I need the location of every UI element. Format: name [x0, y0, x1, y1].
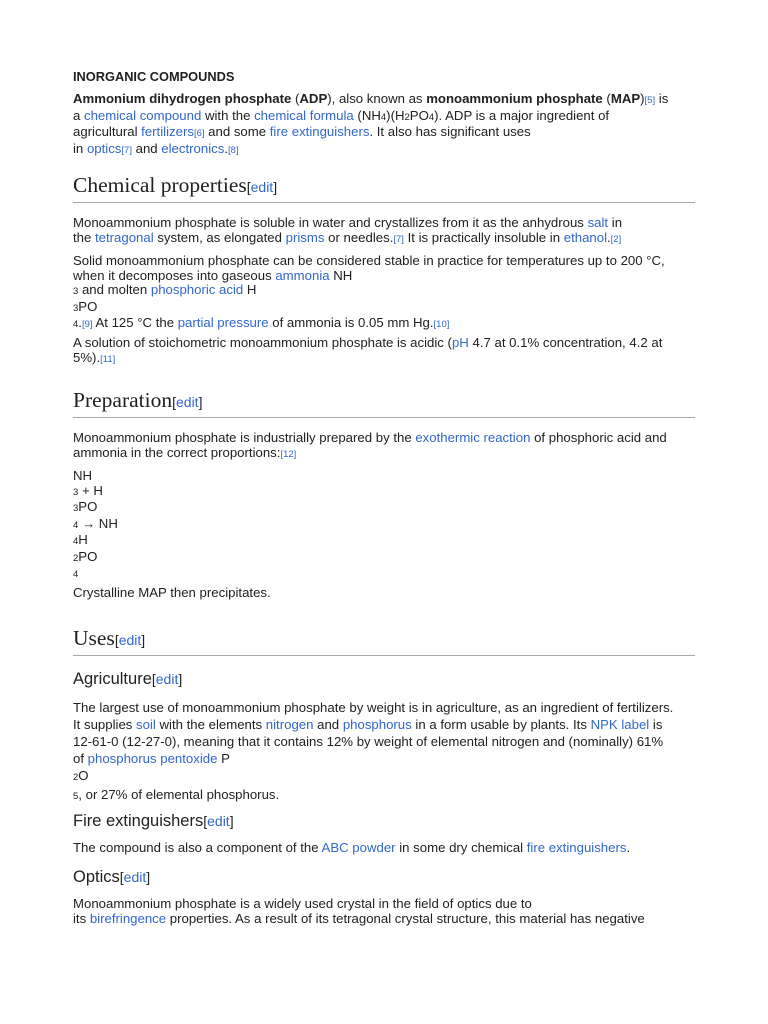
subscript: 4 — [73, 319, 79, 330]
edit-link[interactable]: edit — [118, 632, 142, 648]
ref-link[interactable]: [8] — [228, 144, 239, 156]
link-prisms[interactable]: prisms — [285, 229, 325, 245]
subscript: 4 — [73, 536, 79, 547]
link-ethanol[interactable]: ethanol — [563, 229, 607, 245]
chem-paragraph-1 — [73, 216, 695, 247]
heading-text: Fire extinguishers — [73, 812, 204, 830]
text: Monoammonium phosphate is soluble in water and crystallizes from it as the anhydrous — [73, 215, 588, 230]
heading-text: Agriculture — [73, 670, 152, 688]
chem-p2-line-5 — [73, 316, 695, 333]
subscript: 3 — [73, 486, 79, 498]
ref-link[interactable]: [11] — [100, 353, 116, 365]
text: 4.7 at 0.1% concentration, 4.2 at — [468, 335, 663, 350]
prep-paragraph-2 — [73, 586, 695, 601]
text: 12-61-0 (12-27-0), meaning that it contains 12% by weight of elemental nitrogen and (nominally) 61% — [73, 734, 664, 749]
subscript: 2 — [73, 772, 79, 783]
subscript: 4 — [380, 111, 387, 123]
text: ( — [291, 91, 300, 106]
text: The compound is also a component of the — [73, 840, 322, 855]
text: PO — [78, 298, 98, 314]
prep-paragraph-1 — [73, 431, 695, 462]
heading-text: Optics — [73, 868, 120, 886]
edit-bracket: [edit] — [151, 671, 183, 687]
eq-line-1 — [73, 469, 695, 484]
text: in some dry chemical — [395, 840, 527, 855]
heading-preparation — [73, 388, 695, 418]
text: → NH — [78, 515, 118, 531]
text: ammonia in the correct proportions: — [73, 444, 281, 460]
eq-line-3 — [73, 500, 695, 517]
heading-uses — [73, 626, 695, 656]
link-fire-extinguishers[interactable]: fire extinguishers — [526, 840, 627, 855]
subscript: 3 — [73, 503, 79, 514]
link-optics[interactable]: optics — [86, 140, 122, 156]
text: The largest use of monoammonium phosphate by weight is in agriculture, as an ingredient of fertilizers. — [73, 700, 674, 715]
ref-link[interactable]: [7] — [121, 144, 132, 156]
bold-term: ADP — [299, 91, 328, 106]
edit-link[interactable]: edit — [155, 671, 179, 687]
ref-link[interactable]: [9] — [81, 319, 93, 330]
edit-bracket: [edit] — [119, 869, 151, 885]
agri-line-2 — [73, 716, 695, 733]
link-salt[interactable]: salt — [587, 215, 609, 230]
link-tetragonal[interactable]: tetragonal — [95, 229, 154, 245]
link-ammonia[interactable]: ammonia — [275, 267, 330, 283]
ref-link[interactable]: [12] — [280, 448, 297, 460]
link-phosphorus[interactable]: phosphorus — [342, 717, 412, 732]
ref-link[interactable]: [10] — [433, 319, 450, 330]
heading-fire-extinguishers — [73, 811, 234, 831]
link-soil[interactable]: soil — [136, 717, 156, 732]
text: . — [78, 315, 82, 330]
text: Monoammonium phosphate is a widely used crystal in the field of optics due to — [73, 896, 532, 911]
subscript: 4 — [73, 519, 79, 531]
prep-p1-line-2 — [73, 446, 695, 463]
eq-line-6 — [73, 550, 695, 567]
link-electronics[interactable]: electronics — [161, 140, 225, 156]
subscript: 2 — [404, 111, 410, 123]
chem-p2-line-4 — [73, 300, 695, 317]
bold-term: monoammonium phosphate — [426, 91, 603, 106]
text: + H — [78, 482, 103, 498]
heading-text: Preparation — [73, 388, 173, 412]
link-npk-label[interactable]: NPK label — [590, 717, 650, 732]
text: NH — [73, 468, 93, 483]
edit-link[interactable]: edit — [250, 179, 274, 195]
text: with the elements — [155, 717, 266, 732]
ref-link[interactable]: [2] — [610, 233, 622, 245]
intro-line-4 — [73, 142, 695, 159]
optics-paragraph — [73, 897, 695, 926]
text: H — [78, 532, 88, 547]
text: PO — [78, 499, 98, 514]
text: At 125 °C the — [92, 315, 178, 330]
text: PO — [409, 107, 429, 123]
link-exothermic-reaction[interactable]: exothermic reaction — [415, 430, 531, 445]
text: of phosphoric acid and — [530, 430, 667, 445]
text: when it decomposes into gaseous — [73, 267, 276, 283]
text: with the — [201, 107, 255, 123]
text: properties. As a result of its tetragonal crystal structure, this material has negative — [166, 910, 645, 926]
fire-paragraph — [73, 841, 695, 856]
optics-line-2 — [73, 912, 695, 927]
chem-p2-line-3 — [73, 283, 695, 300]
reaction-equation — [73, 469, 695, 583]
subscript: 3 — [73, 302, 79, 314]
ref-link[interactable]: [5] — [644, 95, 656, 106]
prep-p1-line-1 — [73, 431, 695, 446]
bold-term: MAP — [610, 91, 641, 106]
text: . — [607, 229, 611, 245]
fire-line-1 — [73, 841, 695, 856]
chem-p2-line-1 — [73, 254, 695, 269]
edit-link[interactable]: edit — [176, 394, 199, 410]
text: H — [243, 282, 257, 297]
edit-link[interactable]: edit — [123, 869, 147, 885]
subscript: 4 — [428, 111, 435, 123]
text: P — [217, 751, 230, 766]
heading-text: Uses — [73, 626, 115, 650]
heading-agriculture — [73, 669, 182, 689]
edit-link[interactable]: edit — [207, 813, 230, 829]
text: Solid monoammonium phosphate can be considered stable in practice for temperatures up to 200 °C, — [73, 253, 665, 268]
section-kicker: INORGANIC COMPOUNDS — [73, 69, 235, 84]
intro-line-2 — [73, 109, 695, 126]
text: ), also known as — [327, 91, 427, 106]
eq-line-4 — [73, 517, 695, 534]
text: ). ADP is a major ingredient of — [434, 107, 610, 123]
heading-chemical-properties — [73, 173, 695, 203]
text: PO — [78, 548, 98, 564]
heading-text: Chemical properties — [73, 173, 247, 197]
intro-line-3 — [73, 125, 695, 142]
text: 5%). — [73, 349, 101, 365]
link-abc-powder[interactable]: ABC powder — [321, 840, 396, 855]
edit-bracket: [edit] — [172, 394, 203, 410]
agri-line-1 — [73, 699, 695, 716]
link-ph[interactable]: pH — [451, 335, 469, 350]
link-chemical-formula[interactable]: chemical formula — [254, 107, 354, 123]
agri-line-6 — [73, 786, 695, 805]
subscript: 4 — [73, 569, 79, 580]
text: and molten — [78, 282, 151, 297]
link-birefringence[interactable]: birefringence — [89, 910, 167, 926]
link-nitrogen[interactable]: nitrogen — [265, 717, 314, 732]
text: Monoammonium phosphate is industrially prepared by the — [73, 430, 416, 445]
intro-line-1 — [73, 92, 695, 109]
edit-bracket: [edit] — [246, 179, 278, 195]
chem-paragraph-3 — [73, 336, 695, 367]
text: . It also has significant uses — [369, 124, 531, 139]
text: O — [78, 768, 89, 783]
text: in — [73, 140, 87, 156]
text: and — [131, 140, 162, 156]
link-phosphorus-pentoxide[interactable]: phosphorus pentoxide — [87, 751, 218, 766]
text: is — [649, 717, 663, 732]
text: ( — [602, 91, 611, 106]
chem-p3-line-1 — [73, 336, 695, 351]
text: , or 27% of elemental phosphorus. — [78, 787, 280, 802]
eq-line-2 — [73, 484, 695, 501]
optics-line-1 — [73, 897, 695, 912]
heading-optics — [73, 867, 150, 887]
link-phosphoric-acid[interactable]: phosphoric acid — [150, 282, 244, 297]
intro-paragraph — [73, 92, 695, 158]
chem-p1-line-2 — [73, 231, 695, 248]
ref-link[interactable]: [6] — [193, 128, 205, 139]
agri-line-5 — [73, 767, 695, 786]
agri-line-3 — [73, 733, 695, 750]
text: the — [73, 229, 95, 245]
text: system, as elongated — [153, 229, 286, 245]
text: NH — [329, 267, 353, 283]
link-partial-pressure[interactable]: partial pressure — [177, 315, 269, 330]
subscript: 3 — [73, 286, 79, 297]
text: It supplies — [73, 717, 137, 732]
edit-bracket: [edit] — [114, 632, 146, 648]
text: in a form usable by plants. Its — [411, 717, 591, 732]
text: is — [655, 91, 669, 106]
chem-p2-line-2 — [73, 269, 695, 284]
text: . — [626, 840, 631, 855]
chem-paragraph-2 — [73, 254, 695, 333]
text: )(H — [386, 107, 405, 123]
text: . — [224, 140, 229, 156]
eq-line-7 — [73, 566, 695, 583]
agri-paragraph — [73, 699, 695, 805]
text: (NH — [353, 107, 381, 123]
chem-p3-line-2 — [73, 351, 695, 368]
subscript: 5 — [73, 791, 79, 802]
link-chemical-compound[interactable]: chemical compound — [84, 107, 202, 123]
text: of — [73, 751, 88, 766]
text: a — [73, 107, 84, 123]
bold-term: Ammonium dihydrogen phosphate — [73, 91, 292, 106]
text: ) — [640, 91, 645, 106]
link-fertilizers[interactable]: fertilizers — [141, 124, 194, 139]
text: its — [73, 910, 90, 926]
agri-line-4 — [73, 750, 695, 767]
text: in — [608, 215, 623, 230]
eq-line-5 — [73, 533, 695, 550]
chem-p1-line-1 — [73, 216, 695, 231]
subscript: 2 — [73, 552, 79, 564]
link-fire-extinguishers[interactable]: fire extinguishers — [269, 124, 370, 139]
text: It is practically insoluble in — [403, 229, 564, 245]
text: and some — [204, 124, 270, 139]
text: or needles. — [324, 229, 394, 245]
edit-bracket: [edit] — [203, 813, 234, 829]
text: of ammonia is 0.05 mm Hg. — [268, 315, 434, 330]
prep-p2-text: Crystalline MAP then precipitates. — [73, 585, 271, 600]
ref-link[interactable]: [7] — [393, 233, 404, 245]
text: and — [313, 717, 343, 732]
text: agricultural — [73, 124, 142, 139]
text: A solution of stoichometric monoammonium phosphate is acidic ( — [73, 335, 452, 350]
